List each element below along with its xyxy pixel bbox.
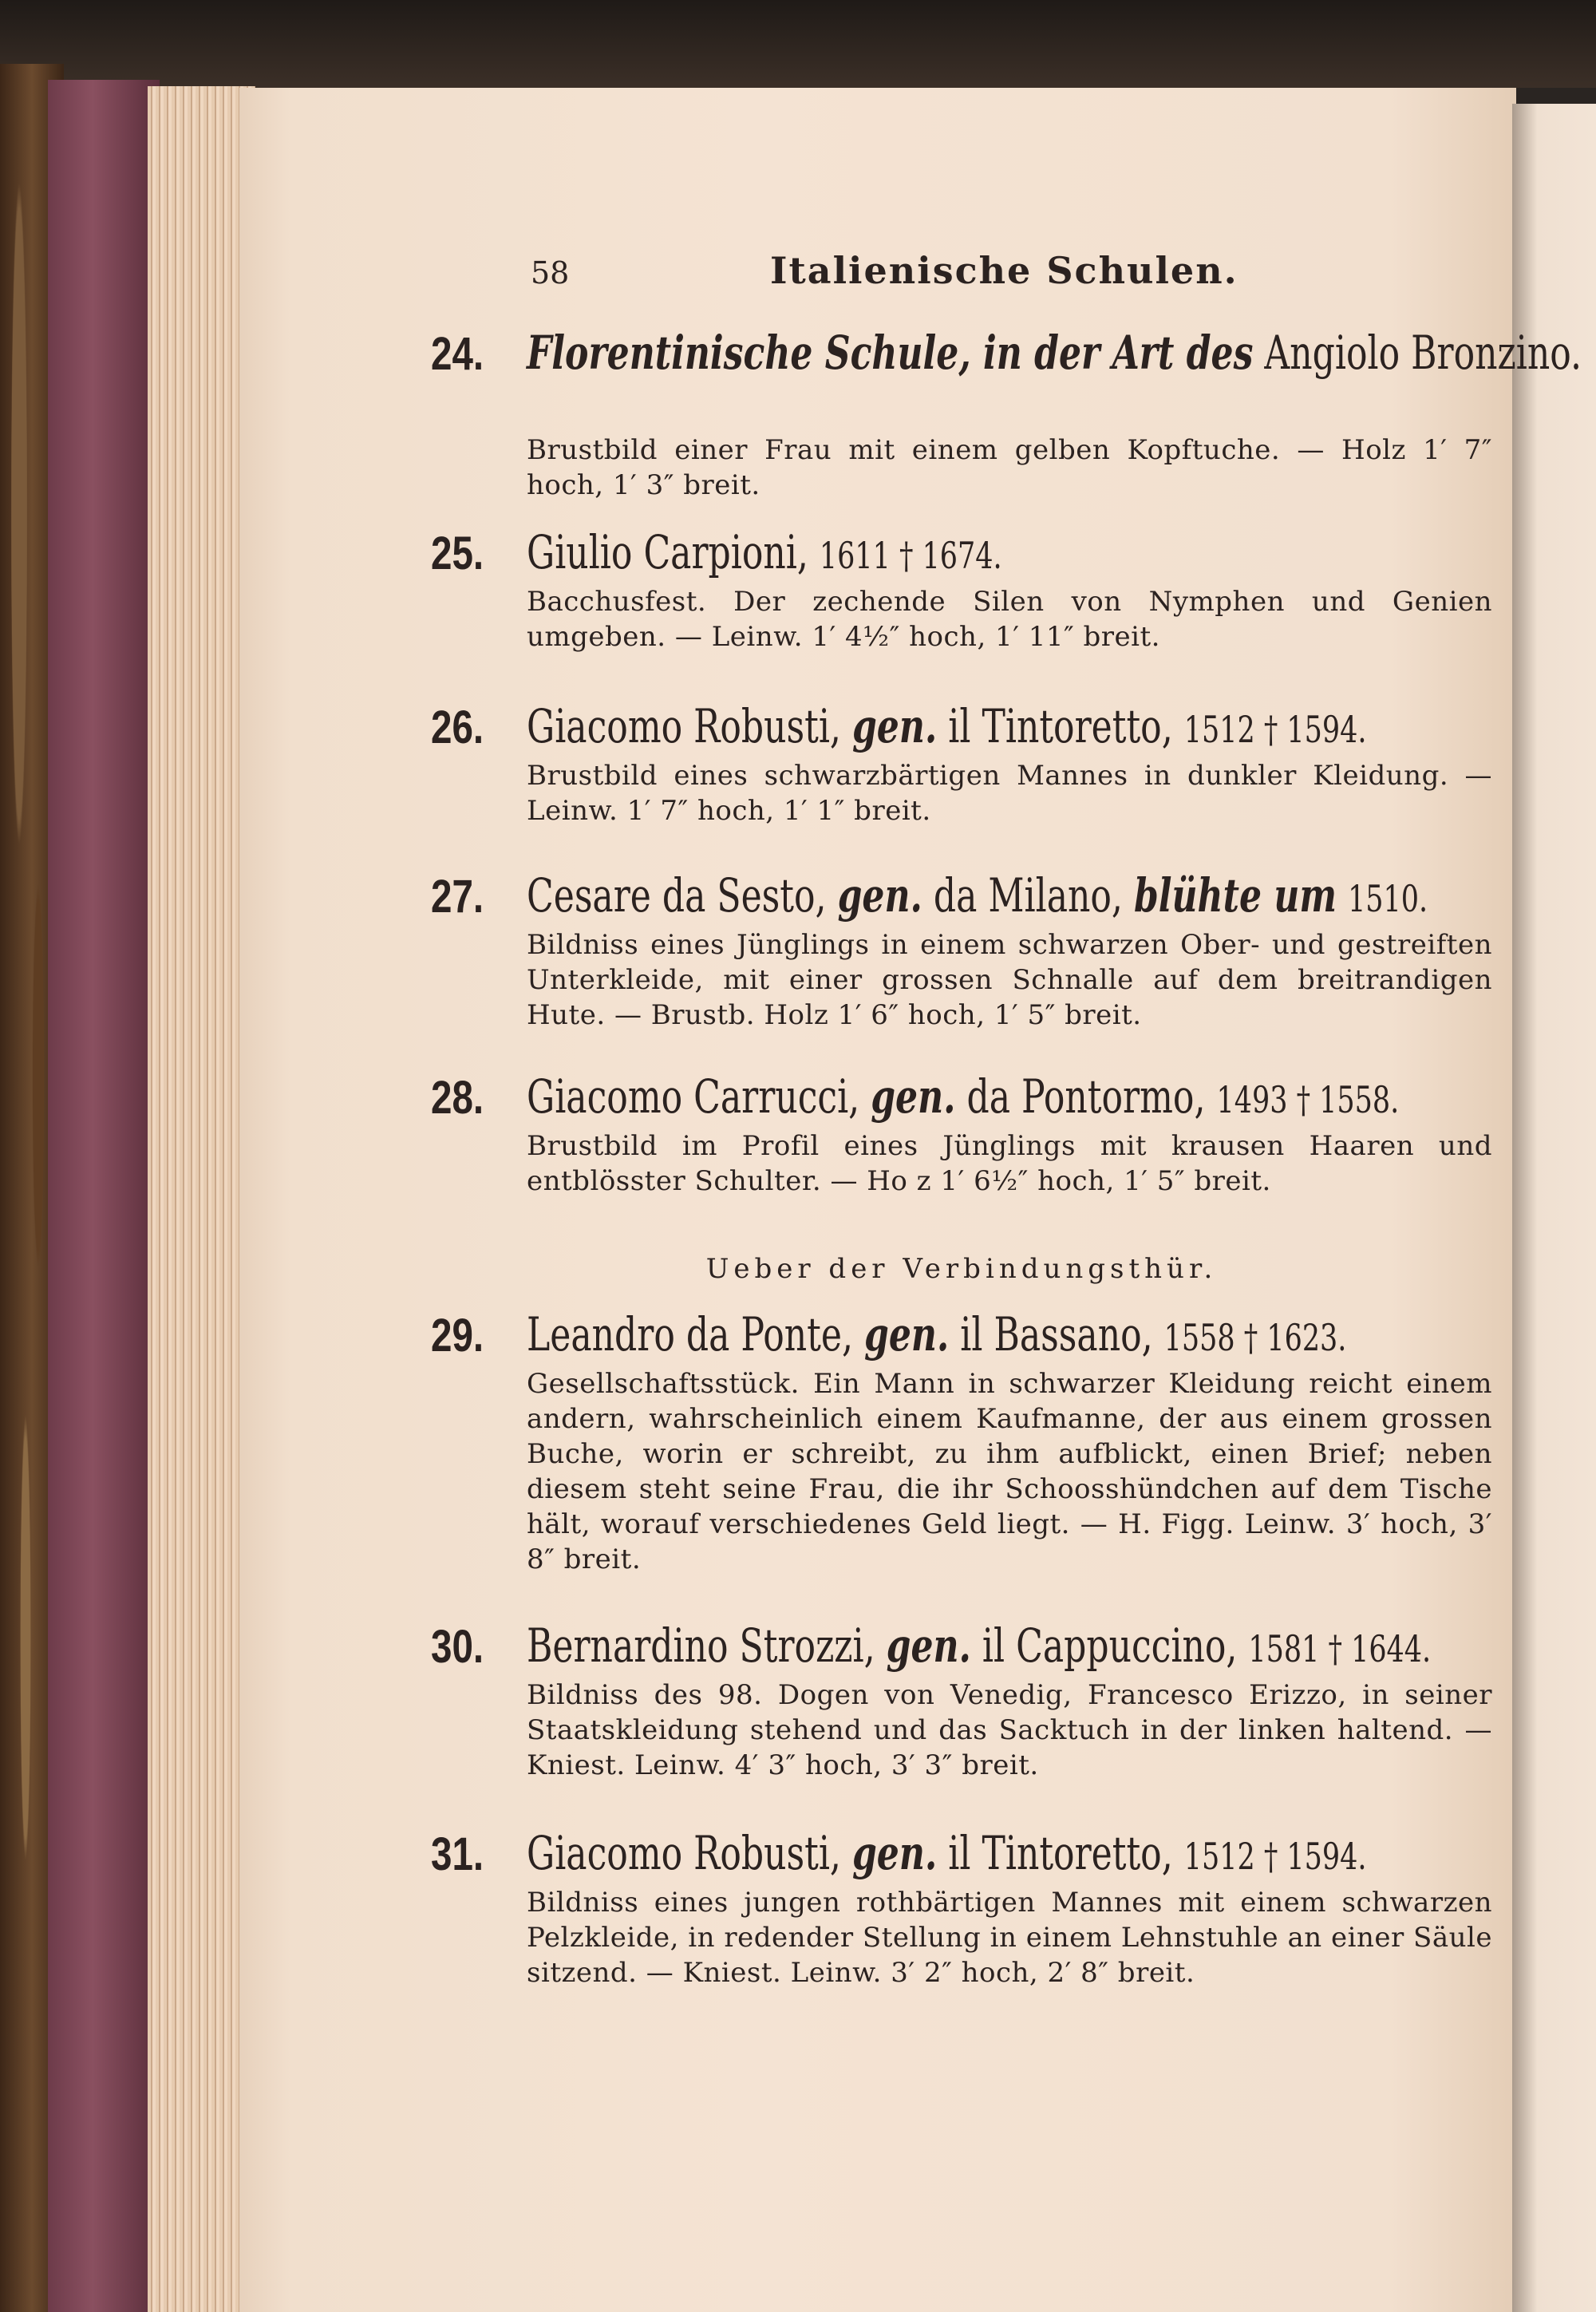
entry-dates: 1510. (1348, 877, 1428, 920)
page-number: 58 (531, 255, 570, 290)
entry-gen: gen. (871, 1069, 956, 1124)
entry-heading (527, 870, 1582, 924)
entry-dates: 1581 † 1644. (1248, 1627, 1432, 1670)
entry-number: 31. (431, 1828, 484, 1880)
entry-artist: Giacomo Carrucci, (527, 1069, 860, 1124)
entry-description: Bildniss eines Jünglings in einem schwarzen Ober- und gestreiften Unterkleide, mit einer grossen Schnalle auf dem breitrandigen Hute. — Brustb. Holz 1′ 6″ hoch, 1′ 5″ breit. (527, 929, 1492, 1031)
entry-heading (527, 327, 1582, 378)
entry-alias: il Tintoretto, (948, 1826, 1173, 1880)
entry-dates: 1611 † 1674. (819, 534, 1002, 577)
entry-description: Gesellschaftsstück. Ein Mann in schwarzer Kleidung reicht einem andern, wahrscheinlich einem Kaufmanne, der aus einem grossen Buche, worin er schreibt, zu ihm aufblickt, einen Brief; neben diesem steht seine Frau, die ihr Schoosshündchen auf dem Tische hält, worauf verschiedenes Geld liegt. — H. Figg. Leinw. 3′ hoch, 3′ 8″ breit. (527, 1368, 1492, 1575)
entry-heading (527, 1309, 1582, 1363)
running-head (431, 239, 1492, 303)
cover-binding (48, 80, 160, 2312)
entry-number: 25. (431, 528, 484, 579)
entry-artist: Leandro da Ponte, (527, 1307, 853, 1362)
section-note: Ueber der Verbindungsthür. (705, 1253, 1218, 1285)
entry-artist: Giacomo Robusti, (527, 1826, 841, 1880)
entry-gen: gen. (851, 1826, 938, 1880)
entry-number: 24. (431, 328, 484, 380)
entry-artist: Giacomo Robusti, (527, 699, 841, 753)
entry-gen: gen. (864, 1307, 950, 1362)
entry-heading (527, 1620, 1582, 1674)
entry-dates: 1512 † 1594. (1183, 708, 1367, 751)
entry-number: 27. (431, 871, 484, 923)
entry-alias: il Cappuccino, (982, 1618, 1238, 1673)
entry-artist: Cesare da Sesto, (527, 868, 827, 923)
entry-gen: gen. (886, 1618, 971, 1673)
entry-description: Brustbild im Profil eines Jünglings mit krausen Haaren und entblösster Schulter. — Ho z 1′ 6½″ hoch, 1′ 5″ breit. (527, 1130, 1492, 1197)
book-top-board (0, 0, 1596, 88)
entry-dates: 1512 † 1594. (1183, 1835, 1367, 1878)
facing-page-edge (1512, 104, 1596, 2312)
entry-heading (527, 1828, 1582, 1882)
entry-heading (527, 1071, 1582, 1125)
entry-description: Brustbild eines schwarzbärtigen Mannes in dunkler Kleidung. — Leinw. 1′ 7″ hoch, 1′ 1″ breit. (527, 760, 1492, 827)
entry-alias: da Pontormo, (966, 1069, 1206, 1124)
entry-description: Bildniss des 98. Dogen von Venedig, Francesco Erizzo, in seiner Staatskleidung stehend und das Sacktuch in der linken haltend. — Kniest. Leinw. 4′ 3″ hoch, 3′ 3″ breit. (527, 1679, 1492, 1781)
entry-description: Brustbild einer Frau mit einem gelben Kopftuche. — Holz 1′ 7″ hoch, 1′ 3″ breit. (527, 434, 1492, 501)
entry-school: Florentinische Schule, in der Art des (527, 326, 1254, 380)
entry-heading (527, 527, 1582, 581)
entry-gen: gen. (837, 868, 922, 923)
entry-artist: Giulio Carpioni, (527, 525, 808, 579)
entry-artist: Bernardino Strozzi, (527, 1618, 875, 1673)
entry-flourished: blühte um (1133, 868, 1337, 923)
entry-alias: da Milano, (933, 868, 1123, 923)
entry-artist: Angiolo Bronzino. (1264, 326, 1582, 380)
entry-description: Bildniss eines jungen rothbärtigen Mannes mit einem schwarzen Pelzkleide, in redender Stellung in einem Lehnstuhle an einer Säule sitzend. — Kniest. Leinw. 3′ 2″ hoch, 2′ 8″ breit. (527, 1887, 1492, 1989)
page-header-title: Italienische Schulen. (770, 249, 1238, 292)
entry-number: 29. (431, 1310, 484, 1362)
entry-number: 28. (431, 1072, 484, 1124)
entry-description: Bacchusfest. Der zechende Silen von Nymphen und Genien umgeben. — Leinw. 1′ 4½″ hoch, 1′ 11″ breit. (527, 586, 1492, 653)
entry-heading (527, 701, 1582, 755)
entry-alias: il Bassano, (960, 1307, 1153, 1362)
entry-gen: gen. (851, 699, 938, 753)
entry-alias: il Tintoretto, (948, 699, 1173, 753)
entry-dates: 1558 † 1623. (1163, 1316, 1347, 1359)
entry-number: 26. (431, 702, 484, 753)
entry-dates: 1493 † 1558. (1216, 1078, 1400, 1121)
page-content (431, 239, 1582, 1989)
entry-number: 30. (431, 1621, 484, 1673)
